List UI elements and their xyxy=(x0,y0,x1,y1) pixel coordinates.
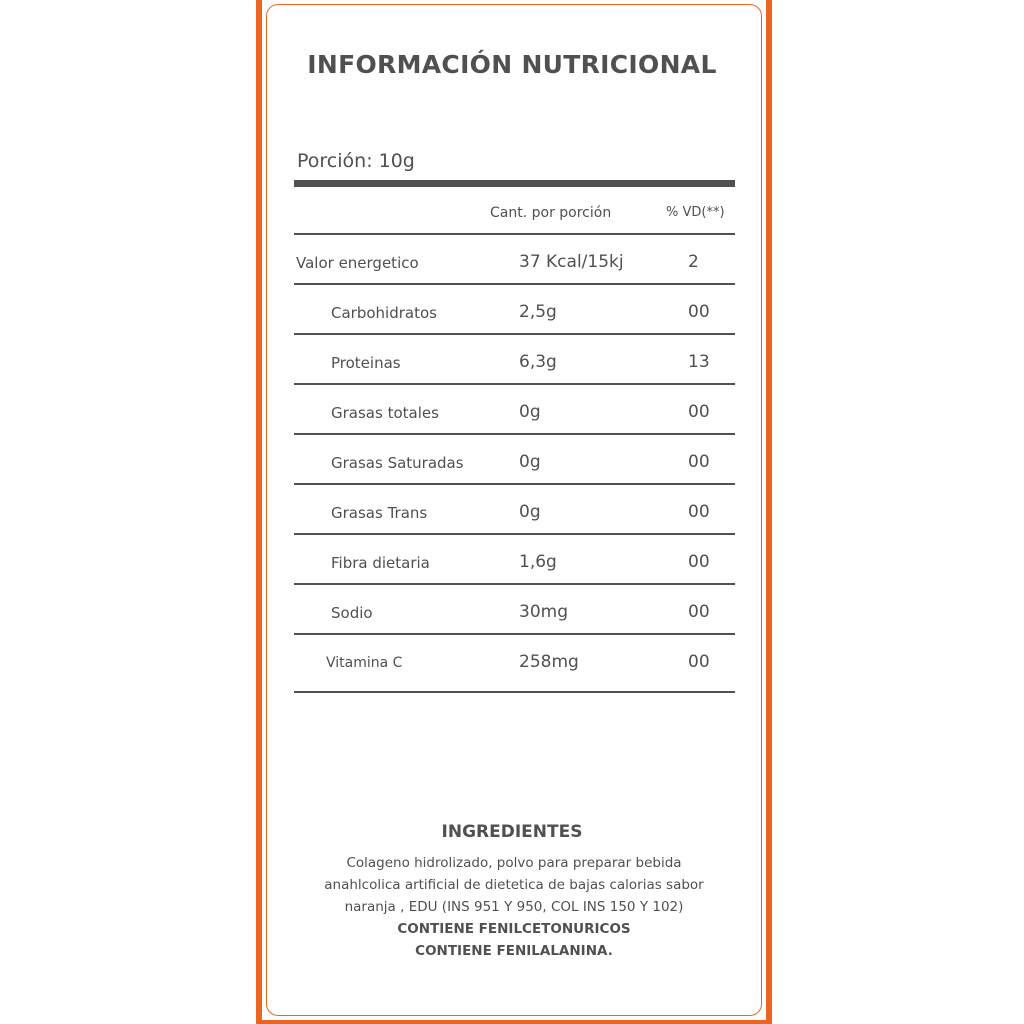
nutrient-daily-value: 00 xyxy=(688,552,710,572)
portion-size: Porción: 10g xyxy=(297,150,415,172)
table-row xyxy=(294,385,735,435)
nutrient-amount: 0g xyxy=(519,502,541,522)
nutrient-name: Proteinas xyxy=(331,354,401,372)
nutrient-amount: 2,5g xyxy=(519,302,557,322)
nutrient-name: Grasas Trans xyxy=(331,504,428,522)
nutrient-amount: 1,6g xyxy=(519,552,557,572)
nutrient-daily-value: 2 xyxy=(688,252,699,272)
thick-divider xyxy=(294,180,735,187)
nutrient-daily-value: 00 xyxy=(688,652,710,672)
nutrient-name: Valor energetico xyxy=(296,254,419,272)
ingredients-title: INGREDIENTES xyxy=(441,822,583,842)
nutrient-name: Grasas Saturadas xyxy=(331,454,464,472)
warning-phenylalanine: CONTIENE FENILALANINA. xyxy=(415,943,613,959)
table-row xyxy=(294,535,735,585)
nutrient-daily-value: 00 xyxy=(688,502,710,522)
table-row xyxy=(294,435,735,485)
column-header-daily-value: % VD(**) xyxy=(666,205,725,220)
nutrient-name: Vitamina C xyxy=(326,655,403,671)
table-row xyxy=(294,235,735,285)
ingredients-text xyxy=(296,852,732,962)
nutrient-amount: 6,3g xyxy=(519,352,557,372)
ingredients-line: Colageno hidrolizado, polvo para preparar bebida xyxy=(346,855,682,871)
column-header-amount: Cant. por porción xyxy=(490,205,612,221)
nutrient-daily-value: 00 xyxy=(688,402,710,422)
nutrition-table xyxy=(294,235,735,693)
table-row xyxy=(294,335,735,385)
warning-phenylketonurics: CONTIENE FENILCETONURICOS xyxy=(397,921,631,937)
nutrient-name: Fibra dietaria xyxy=(331,554,430,572)
label-title: INFORMACIÓN NUTRICIONAL xyxy=(307,50,717,79)
nutrient-name: Carbohidratos xyxy=(331,304,437,322)
nutrient-amount: 0g xyxy=(519,452,541,472)
table-row xyxy=(294,635,735,693)
nutrient-name: Sodio xyxy=(331,604,373,622)
nutrient-amount: 37 Kcal/15kj xyxy=(519,252,624,272)
table-row xyxy=(294,485,735,535)
nutrient-amount: 0g xyxy=(519,402,541,422)
nutrient-daily-value: 00 xyxy=(688,452,710,472)
ingredients-line: anahlcolica artificial de dietetica de bajas calorias sabor xyxy=(324,877,704,893)
nutrient-daily-value: 13 xyxy=(688,352,710,372)
nutrient-daily-value: 00 xyxy=(688,302,710,322)
nutrient-amount: 258mg xyxy=(519,652,579,672)
table-row xyxy=(294,285,735,335)
nutrient-amount: 30mg xyxy=(519,602,568,622)
nutrient-daily-value: 00 xyxy=(688,602,710,622)
table-row xyxy=(294,585,735,635)
table-header xyxy=(294,187,735,235)
nutrient-name: Grasas totales xyxy=(331,404,439,422)
ingredients-line: naranja , EDU (INS 951 Y 950, COL INS 150 Y 102) xyxy=(344,899,684,915)
